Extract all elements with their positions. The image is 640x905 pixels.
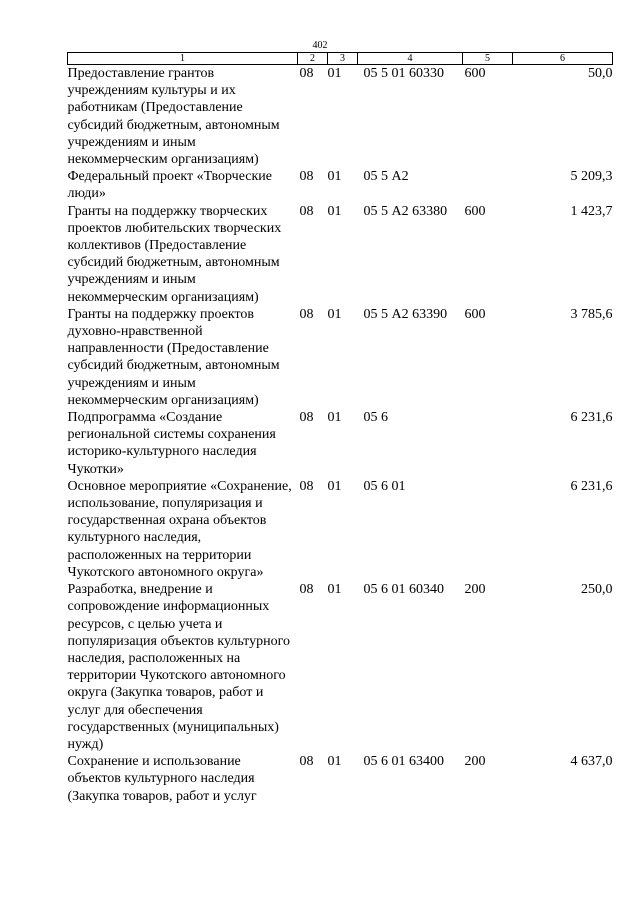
row-target-code: 05 6 01 bbox=[363, 478, 406, 494]
row-target-code: 05 5 А2 63390 bbox=[363, 306, 448, 322]
table-row bbox=[68, 306, 613, 409]
row-section: 08 bbox=[299, 203, 314, 219]
row-amount: 250,0 bbox=[581, 582, 613, 598]
row-subsection: 01 bbox=[327, 306, 342, 322]
header-row bbox=[68, 53, 613, 65]
page-number: 402 bbox=[312, 40, 328, 51]
table-row bbox=[68, 409, 613, 478]
row-expense-type: 600 bbox=[464, 66, 486, 81]
row-amount: 1 423,7 bbox=[570, 203, 613, 219]
row-expense-type bbox=[463, 409, 513, 478]
row-subsection: 01 bbox=[327, 169, 342, 185]
row-subsection: 01 bbox=[327, 203, 342, 219]
row-target-code: 05 6 bbox=[363, 410, 388, 426]
row-subsection: 01 bbox=[327, 410, 342, 426]
row-target-code: 05 5 01 60330 bbox=[363, 66, 444, 81]
row-subsection: 01 bbox=[327, 478, 342, 494]
row-name: Подпрограмма «Создание региональной системы сохранения историко-культурного наследия Чукотки» bbox=[67, 410, 276, 477]
table-row bbox=[68, 168, 613, 202]
row-subsection: 01 bbox=[327, 66, 342, 81]
row-section: 08 bbox=[299, 754, 314, 770]
row-amount: 50,0 bbox=[588, 66, 613, 81]
row-expense-type bbox=[463, 478, 513, 581]
row-subsection: 01 bbox=[327, 754, 342, 770]
table-row bbox=[68, 65, 613, 169]
row-name: Основное мероприятие «Сохранение, использование, популяризация и государственная охрана объектов культурного наследия, расположенных на территории Чукотского автономного округа» bbox=[67, 478, 292, 580]
row-target-code: 05 6 01 60340 bbox=[363, 582, 444, 598]
table-header bbox=[68, 53, 613, 65]
table-row bbox=[68, 478, 613, 581]
row-name: Гранты на поддержку творческих проектов любительских творческих коллективов (Предоставление субсидий бюджетным, автономным учреждениям и иным некоммерческим организациям) bbox=[67, 203, 282, 305]
header-col-3: 3 bbox=[328, 53, 358, 65]
row-section: 08 bbox=[299, 478, 314, 494]
row-section: 08 bbox=[299, 410, 314, 426]
row-expense-type: 200 bbox=[464, 582, 486, 598]
row-section: 08 bbox=[299, 306, 314, 322]
row-subsection: 01 bbox=[327, 582, 342, 598]
header-col-6: 6 bbox=[513, 53, 613, 65]
table-body bbox=[68, 65, 613, 805]
row-section: 08 bbox=[299, 169, 314, 185]
table-row bbox=[68, 753, 613, 805]
header-col-1: 1 bbox=[68, 53, 298, 65]
row-amount: 5 209,3 bbox=[570, 169, 613, 185]
row-target-code: 05 5 А2 bbox=[363, 169, 409, 185]
header-col-4: 4 bbox=[358, 53, 463, 65]
row-expense-type bbox=[463, 168, 513, 202]
row-name: Разработка, внедрение и сопровождение информационных ресурсов, с целью учета и популяризация объектов культурного наследия, расположенных на территории Чукотского автономного округа (Закупка товаров, работ и услуг для обеспечения государственных (муниципальных) нужд) bbox=[67, 582, 290, 752]
row-amount: 6 231,6 bbox=[570, 410, 613, 426]
budget-table bbox=[67, 52, 613, 805]
row-amount: 4 637,0 bbox=[570, 754, 613, 770]
row-name: Сохранение и использование объектов культурного наследия (Закупка товаров, работ и услуг bbox=[67, 754, 257, 804]
table-row bbox=[68, 581, 613, 753]
row-amount: 6 231,6 bbox=[570, 478, 613, 494]
row-expense-type: 600 bbox=[464, 203, 486, 219]
row-amount: 3 785,6 bbox=[570, 306, 613, 322]
row-expense-type: 600 bbox=[464, 306, 486, 322]
row-name: Предоставление грантов учреждениям культуры и их работникам (Предоставление субсидий бюджетным, автономным учреждениям и иным некоммерческим организациям) bbox=[67, 66, 280, 168]
row-name: Гранты на поддержку проектов духовно-нравственной направленности (Предоставление субсидий бюджетным, автономным учреждениям и иным некоммерческим организациям) bbox=[67, 306, 280, 408]
row-name: Федеральный проект «Творческие люди» bbox=[67, 169, 272, 202]
header-col-2: 2 bbox=[298, 53, 328, 65]
row-section: 08 bbox=[299, 66, 314, 81]
row-target-code: 05 6 01 63400 bbox=[363, 754, 444, 770]
row-target-code: 05 5 А2 63380 bbox=[363, 203, 448, 219]
row-section: 08 bbox=[299, 582, 314, 598]
header-col-5: 5 bbox=[463, 53, 513, 65]
table-row bbox=[68, 203, 613, 306]
row-expense-type: 200 bbox=[464, 754, 486, 770]
